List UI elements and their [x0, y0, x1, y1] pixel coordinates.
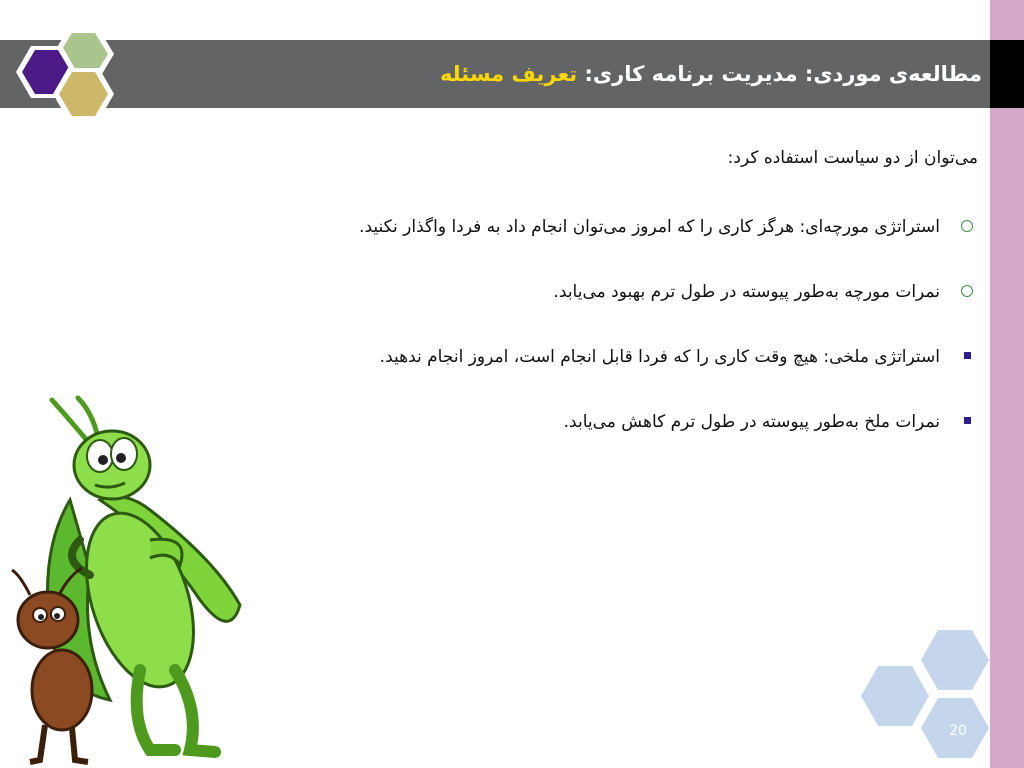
circle-bullet-icon: [956, 274, 978, 310]
bullet-item: [178, 274, 978, 310]
square-bullet-icon: [956, 404, 978, 440]
page-number: 20: [949, 723, 967, 739]
slide-title: [440, 40, 982, 108]
square-bullet-icon: [956, 339, 978, 375]
bullet-text: نمرات ملخ به‌طور پیوسته در طول ترم کاهش می‌یابد.: [563, 412, 940, 432]
bullet-item: [178, 404, 978, 440]
title-highlight: تعریف مسئله: [439, 62, 578, 86]
right-decor-strip: [990, 0, 1024, 768]
circle-bullet-icon: [956, 209, 978, 245]
hexagon-cluster-icon: [12, 24, 122, 124]
slide-content: [178, 140, 978, 469]
bullet-item: [178, 209, 978, 245]
title-main: مطالعه‌ی موردی: مدیریت برنامه کاری:: [577, 62, 982, 86]
bullet-text: نمرات مورچه به‌طور پیوسته در طول ترم بهبود می‌یابد.: [553, 282, 940, 302]
bullet-text: استراتژی ملخی: هیچ وقت کاری را که فردا قابل انجام است، امروز انجام ندهید.: [379, 347, 940, 367]
grasshopper-and-ant-icon: [0, 390, 270, 768]
intro-text: می‌توان از دو سیاست استفاده کرد:: [727, 148, 978, 168]
title-bar-end: [990, 40, 1024, 108]
bullet-text: استراتژی مورچه‌ای: هرگز کاری را که امروز می‌توان انجام داد به فردا واگذار نکنید.: [359, 217, 940, 237]
bullet-item: [178, 339, 978, 375]
